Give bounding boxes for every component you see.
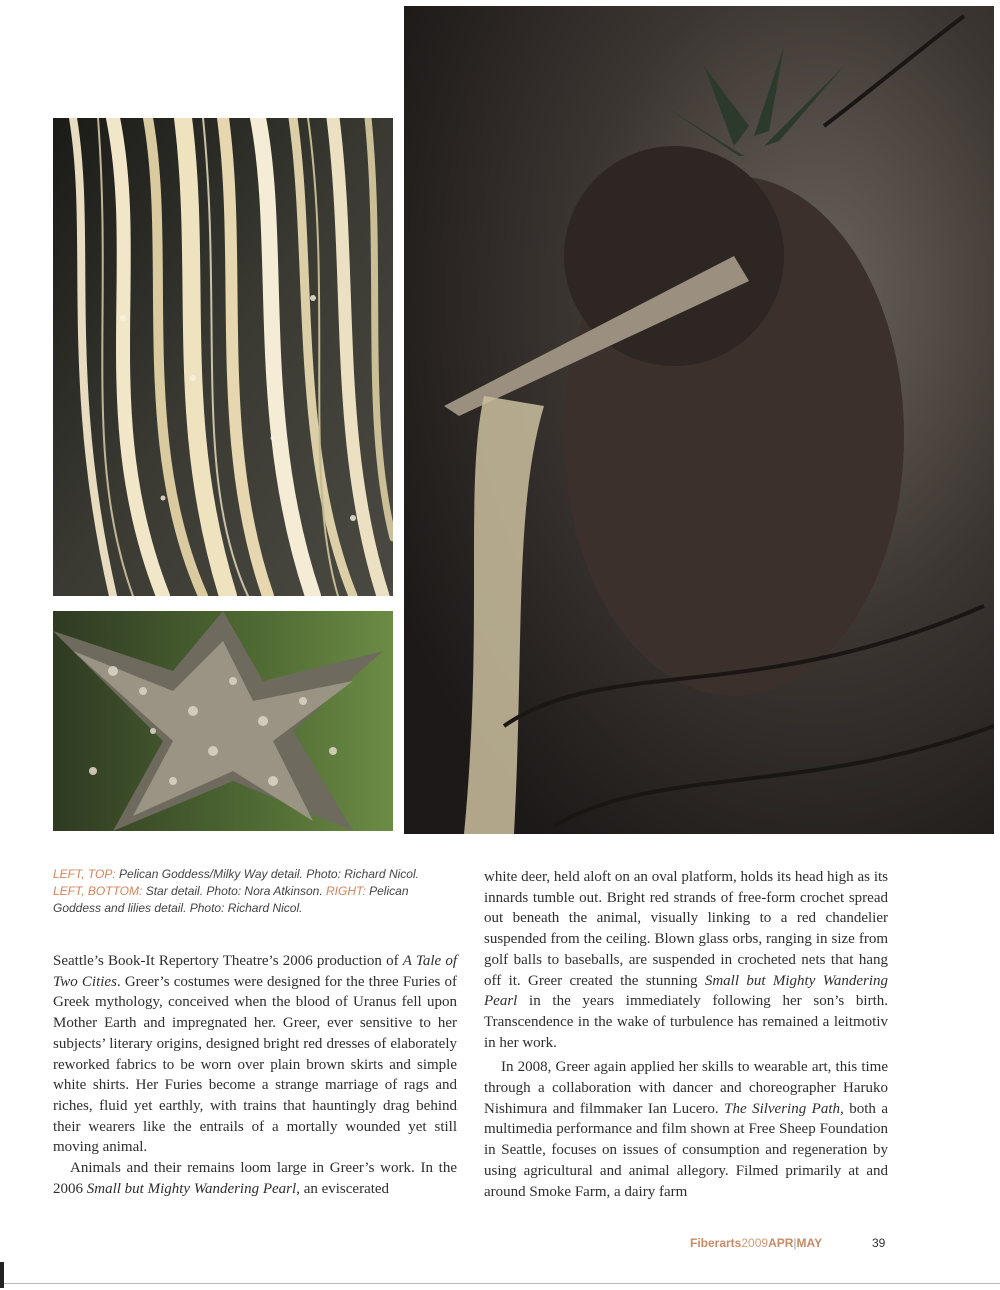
caption-left-top-text: Pelican Goddess/Milky Way detail. Photo: Richard Nicol. (115, 867, 419, 881)
caption-right-label: RIGHT: (326, 884, 366, 898)
photo-caption (53, 866, 453, 917)
work-title: Small but Mighty Wandering Pearl (484, 972, 888, 1010)
article-paragraph (53, 951, 457, 1158)
magazine-issue (690, 1236, 822, 1250)
fiber-strands-image (53, 118, 393, 596)
page-footer (690, 1236, 890, 1250)
magazine-name: Fiberarts (690, 1236, 742, 1250)
paragraph-text: white deer, held aloft on an oval platform, holds its head high as its innards tumble out. Bright red strands of free-form crochet spread out beneath the animal, visually linking to a red chandelier suspended from the ceiling. Blown glass orbs, ranging in size from golf balls to baseballs, are suspended in crocheted nets that hang off it. Greer created the stunning (484, 869, 888, 989)
issue-month-a: APR (768, 1236, 794, 1250)
paragraph-text: . Greer’s costumes were designed for the three Furies of Greek mythology, conceived when the blood of Uranus fell upon Mother Earth and impregnated her. Greer, ever sensitive to her subjects’ literary origins, designed bright red dresses of elaborately reworked fabrics to be worn over plain brown skirts and simple white shirts. Her Furies become a strange marriage of rags and riches, fluid yet earthly, with trains that hauntingly drag behind their wearers like the entrails of a mortally wounded yet still moving animal. (53, 973, 457, 1156)
article-paragraph (53, 1158, 457, 1199)
scan-edge-line (0, 1283, 1000, 1284)
sequin-star-image (53, 611, 393, 831)
page-number: 39 (872, 1236, 886, 1250)
photo-pelican-goddess-lilies (404, 6, 994, 834)
caption-left-bottom-text: Star detail. Photo: Nora Atkinson. (142, 884, 327, 898)
issue-month-b: MAY (796, 1236, 823, 1250)
issue-divider: | (793, 1236, 797, 1250)
issue-year: 2009 (741, 1236, 769, 1250)
caption-left-bottom-label: LEFT, BOTTOM: (53, 884, 143, 898)
pelican-goddess-image (404, 6, 994, 834)
paragraph-text: , both a multimedia performance and film shown at Free Sheep Foundation in Seattle, focuses on issues of consumption and regeneration by using agricultural and animal allegory. Filmed primarily at and around Smoke Farm, a dairy farm (484, 1100, 888, 1200)
work-title: A Tale of Two Cities (53, 953, 457, 990)
article-paragraph (484, 867, 888, 1053)
photo-star-detail (53, 611, 393, 831)
work-title: Small but Mighty Wandering Pearl (86, 1180, 297, 1197)
photo-pelican-goddess-milky-way (53, 118, 393, 596)
article-column-left (53, 951, 457, 1199)
scan-edge-mark (0, 1262, 4, 1288)
article-column-right (484, 867, 888, 1202)
paragraph-text: In 2008, Greer again applied her skills to wearable art, this time through a collaboration with dancer and choreographer Haruko Nishimura and filmmaker Ian Lucero. (484, 1059, 888, 1117)
caption-left-top-label: LEFT, TOP: (53, 867, 116, 881)
paragraph-text: Animals and their remains loom large in Greer’s work. In the 2006 (53, 1160, 457, 1197)
caption-right-text: Pelican Goddess and lilies detail. Photo: Richard Nicol. (53, 884, 409, 915)
article-paragraph (484, 1057, 888, 1202)
paragraph-text: in the years immediately following her son’s birth. Transcendence in the wake of turbulence has remained a leitmotiv in her work. (484, 993, 888, 1051)
paragraph-text: , an eviscerated (296, 1180, 390, 1197)
work-title: The Silvering Path (724, 1100, 841, 1117)
paragraph-text: Seattle’s Book-It Repertory Theatre’s 2006 production of (53, 953, 403, 969)
